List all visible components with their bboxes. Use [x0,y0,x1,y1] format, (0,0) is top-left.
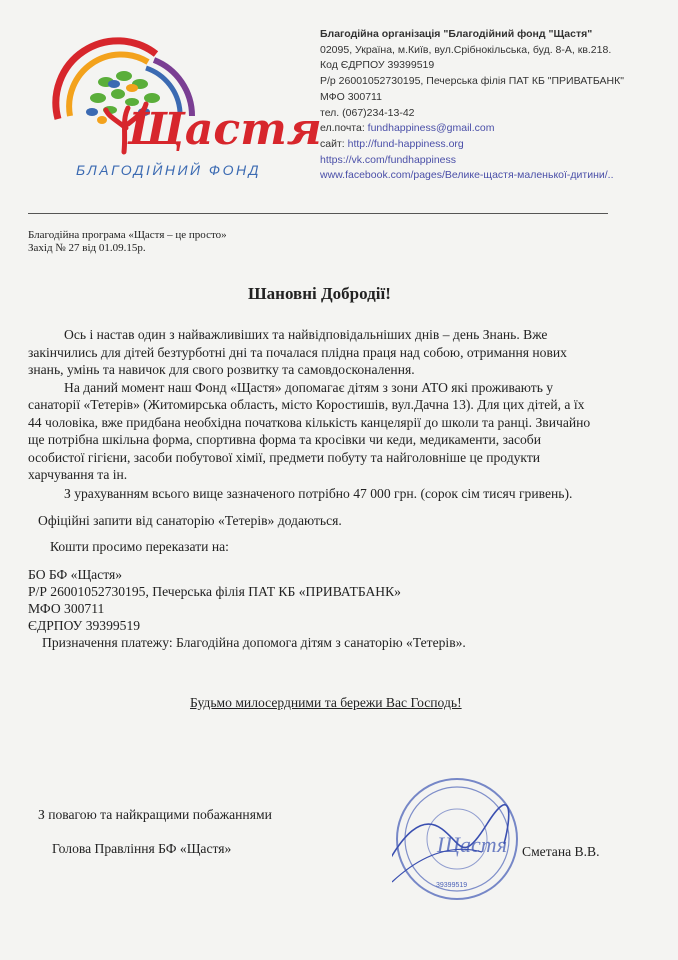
organization-details [320,27,624,184]
org-phone: тел. (067)234-13-42 [320,106,415,119]
salutation: Шановні Добродії! [248,284,391,303]
bank-edrpou: ЄДРПОУ 39399519 [28,618,141,633]
bank-mfo: МФО 300711 [28,601,105,616]
official-stamp [392,774,522,904]
transfer-paragraph: Кошти просимо переказати на: [50,539,229,554]
paragraph-line: закінчились для дітей безтурботні дні та почалася плідна праця над собою, отримання нових [28,344,567,360]
amount-paragraph: З урахуванням всього вище зазначеного потрібно 47 000 грн. (сорок сім тисяч гривень). [64,486,573,501]
paragraph-line: санаторії «Тетерів» (Житомирська область, місто Коростишів, вул.Дачна 13). Для цих дітей, а їх [28,397,585,412]
signer-title: Голова Правління БФ «Щастя» [52,841,232,856]
signer-name: Сметана В.В. [522,844,600,859]
logo-wordmark: Щастя [128,104,322,155]
foundation-logo [28,24,322,194]
paragraph-line: Ось і настав один з найважливіших та найвідповідальніших днів – день Знань. Вже [64,327,548,342]
payment-purpose: Призначення платежу: Благодійна допомога дітям з санаторію «Тетерів». [42,635,466,650]
org-address: 02095, Україна, м.Київ, вул.Срібнокільська, буд. 8-А, кв.218. [320,43,612,56]
program-event: Захід № 27 від 01.09.15р. [28,242,146,254]
svg-text:Щастя: Щастя [437,832,508,857]
org-mfo: МФО 300711 [320,90,382,103]
stamp-code: 39399519 [436,882,468,889]
blessing: Будьмо милосердними та бережи Вас Господь! [190,695,462,710]
vk-link[interactable]: https://vk.com/fundhappiness [320,153,456,166]
org-name: Благодійна організація "Благодійний фонд "Щастя" [320,28,593,40]
email-label: ел.почта: [320,122,365,135]
bank-details [28,566,466,651]
bank-account: Р/Р 26001052730195, Печерська філія ПАТ КБ «ПРИВАТБАНК» [28,584,401,599]
bank-recipient: БО БФ «Щастя» [28,567,123,582]
paragraph-line: 44 чоловіка, вже придбана необхідна початкова кількість канцелярії до школи та ранці. Звичайно [28,414,591,430]
site-link[interactable]: http://fund-happiness.org [347,137,464,150]
org-edrpou: Код ЄДРПОУ 39399519 [320,59,435,72]
org-account: Р/р 26001052730195, Печерська філія ПАТ КБ "ПРИВАТБАНК" [320,75,624,88]
paragraph-line: ще потрібна шкільна форма, спортивна форма та кросівки чи кеди, медикаменти, засоби [28,432,541,447]
site-label: сайт: [320,137,345,150]
logo-tagline: БЛАГОДІЙНИЙ ФОНД [76,162,261,178]
program-name: Благодійна програма «Щастя – це просто» [28,229,227,241]
email-link[interactable]: fundhappiness@gmail.com [367,122,495,135]
letter-body [28,326,628,484]
facebook-link[interactable]: www.facebook.com/pages/Велике-щастя-маленької-дитини/.. [320,169,614,182]
paragraph-line: На даний момент наш Фонд «Щастя» допомагає дітям з зони АТО які проживають у [64,379,554,395]
program-info [28,229,227,255]
requests-paragraph: Офіційні запити від санаторію «Тетерів» додаються. [38,513,342,528]
closing: З повагою та найкращими побажаннями [38,807,272,822]
paragraph-line: особистої гігієни, засоби побутової хімії, предмети побуту та найголовніше це продукти [28,449,541,465]
header-divider [28,213,608,214]
paragraph-line: знань, умінь та навичок для свого розвитку та самовдосконалення. [28,362,415,377]
paragraph-line: харчування та ін. [28,467,128,482]
